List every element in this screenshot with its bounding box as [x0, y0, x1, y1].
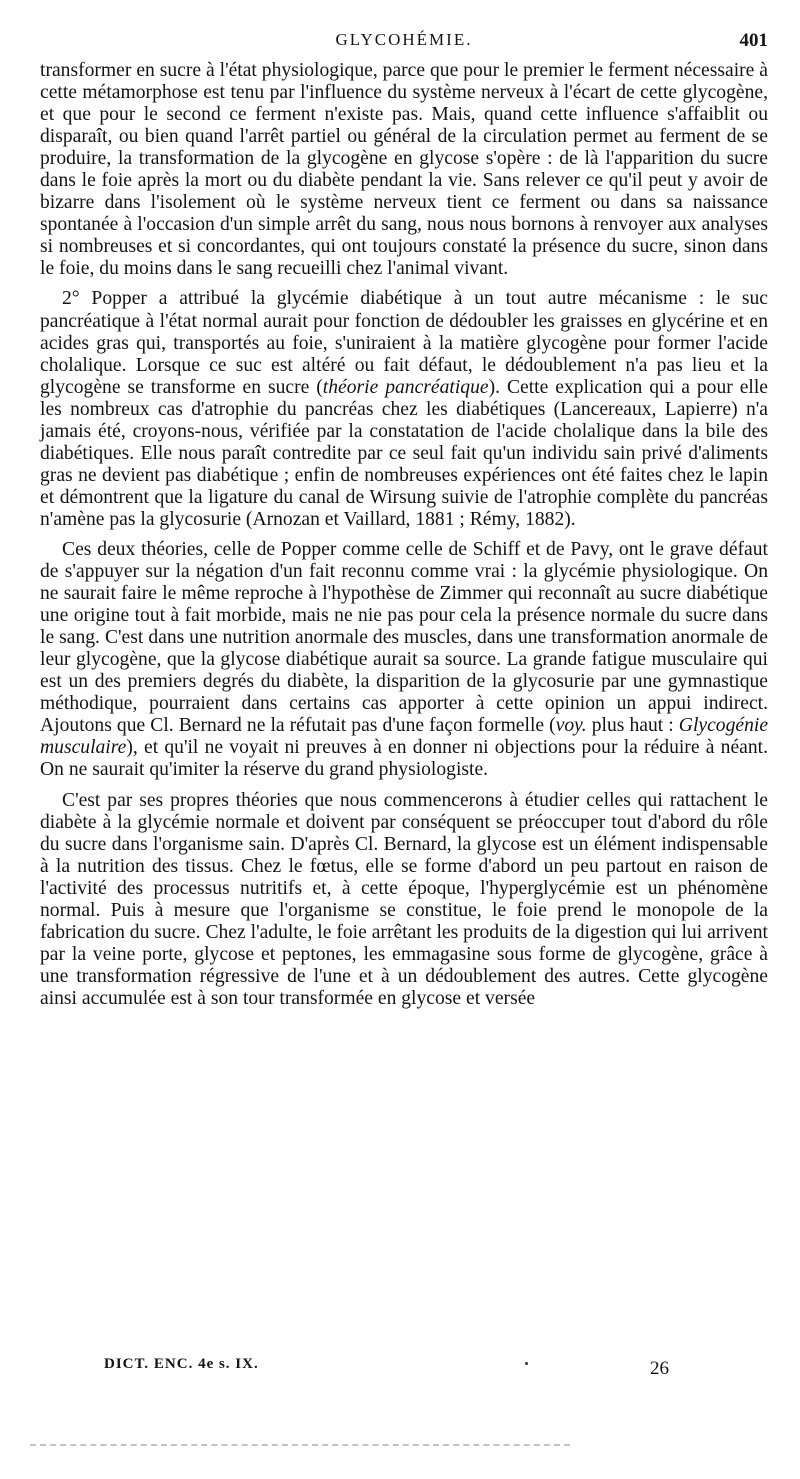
- paragraph-2-text-before: 2° Popper a attribué la glycémie diabétique à un tout autre mécanisme : le suc pancréatique à l'état normal aurait pour fonction de dédoubler les graisses en glycérine et en acides gras qui, transportés au foie, s'uniraient à la matière glycogène pour former l'acide cholalique. Lorsque ce suc est altéré ou fait défaut, le dédoublement n'a pas lieu et la glycogène se transforme en sucre (: [40, 288, 768, 398]
- paragraph-1-text: transformer en sucre à l'état physiologique, parce que pour le premier le ferment nécessaire à cette métamorphose est tenu par l'influence du système nerveux à l'écart de cette glycogène, et que pour le second ce ferment n'existe pas. Mais, quand cette influence s'affaiblit ou disparaît, ou bien quand l'arrêt partiel ou général de la circulation permet au ferment de se produire, la transformation de la glycogène en glycose s'opère : de là l'apparition du sucre dans le foie après la mort ou du diabète pendant la vie. Sans relever ce qu'il peut y avoir de bizarre dans l'isolement où le système nerveux tient ce ferment ou dans sa naissance spontanée à l'occasion d'un simple arrêt du sang, nous nous bornons à renvoyer aux analyses si nombreuses et si concordantes, qui ont toujours constaté la présence du sucre, sinon dans le foie, du moins dans le sang recueilli chez l'animal vivant.: [40, 60, 768, 280]
- paragraph-3-italic: voy.: [555, 715, 587, 737]
- page-footer: [104, 1356, 768, 1386]
- paragraph-2-italic: théorie pancréatique: [322, 376, 489, 398]
- paragraph-1: [40, 60, 768, 280]
- paragraph-2-text-after: ). Cette explication qui a pour elle les nombreux cas d'atrophie du pancréas chez les diabétiques (Lancereaux, Lapierre) n'a jamais été, croyons-nous, vérifiée par la constatation de l'acide cholalique dans la bile des diabétiques. Elle nous paraît contredite par ce seul fait qu'un individu sain privé d'aliments gras ne devient pas diabétique ; enfin de nombreuses expériences ont été faites chez le lapin et démontrent que la ligature du canal de Wirsung suivie de l'atrophie complète du pancréas n'amène pas la glycosurie (Arnozan et Vaillard, 1881 ; Rémy, 1882).: [40, 376, 768, 530]
- page-number: 401: [739, 30, 768, 51]
- running-title: GLYCOHÉMIE.: [335, 30, 473, 49]
- paragraph-3: [40, 539, 768, 782]
- paragraph-3-italic-2: Glycogénie musculaire: [40, 715, 769, 759]
- paragraph-3-text-mid: plus haut :: [586, 715, 679, 737]
- paragraph-4: [40, 790, 768, 1010]
- page-header: [40, 30, 768, 60]
- paragraph-4-text: C'est par ses propres théories que nous commencerons à étudier celles qui rattachent le diabète à la glycémie normale et doivent par conséquent se préoccuper tout d'abord du rôle du sucre dans l'organisme sain. D'après Cl. Bernard, la glycose est un élément indispensable à la nutrition des tissus. Chez le fœtus, elle se forme d'abord un peu partout en raison de l'activité des processus nutritifs et, à cette époque, l'hyperglycémie est un phénomène normal. Puis à mesure que l'organisme se constitue, le foie prend le monopole de la fabrication du sucre. Chez l'adulte, le foie arrêtant les produits de la digestion qui lui arrivent par la veine porte, glycose et peptones, les emmagasine sous forme de glycogène, grâce à une transformation régressive de l'une et à un dédoublement des autres. Cette glycogène ainsi accumulée est à son tour transformée en glycose et versée: [40, 789, 768, 1009]
- footer-dot: [525, 1362, 528, 1365]
- scan-artifact-line: [30, 1444, 570, 1446]
- paragraph-3-text-after: ), et qu'il ne voyait ni preuves à en donner ni objections pour la réduire à néant. On ne saurait qu'imiter la réserve du grand physiologiste.: [40, 737, 768, 781]
- printer-signature: DICT. ENC. 4e s. IX.: [104, 1356, 259, 1372]
- paragraph-3-text-before: Ces deux théories, celle de Popper comme celle de Schiff et de Pavy, ont le grave défaut de s'appuyer sur la négation d'un fait reconnu comme vrai : la glycémie physiologique. On ne saurait faire le même reproche à l'hypothèse de Zimmer qui reconnaît au sucre diabétique une origine tout à fait morbide, mais ne nie pas pour cela la présence normale du sucre dans le sang. C'est dans une nutrition anormale des muscles, dans une transformation anormale de leur glycogène, que la glycose diabétique aurait sa source. La grande fatigue musculaire qui est un des premiers degrés du diabète, la disparition de la glycosurie par une gymnastique méthodique, pourraient dans certains cas apporter à cette opinion un appui indirect. Ajoutons que Cl. Bernard ne la réfutait pas d'une façon formelle (: [40, 538, 768, 737]
- body-text: [40, 60, 768, 1010]
- sheet-number: 26: [650, 1358, 669, 1379]
- paragraph-2: [40, 288, 768, 531]
